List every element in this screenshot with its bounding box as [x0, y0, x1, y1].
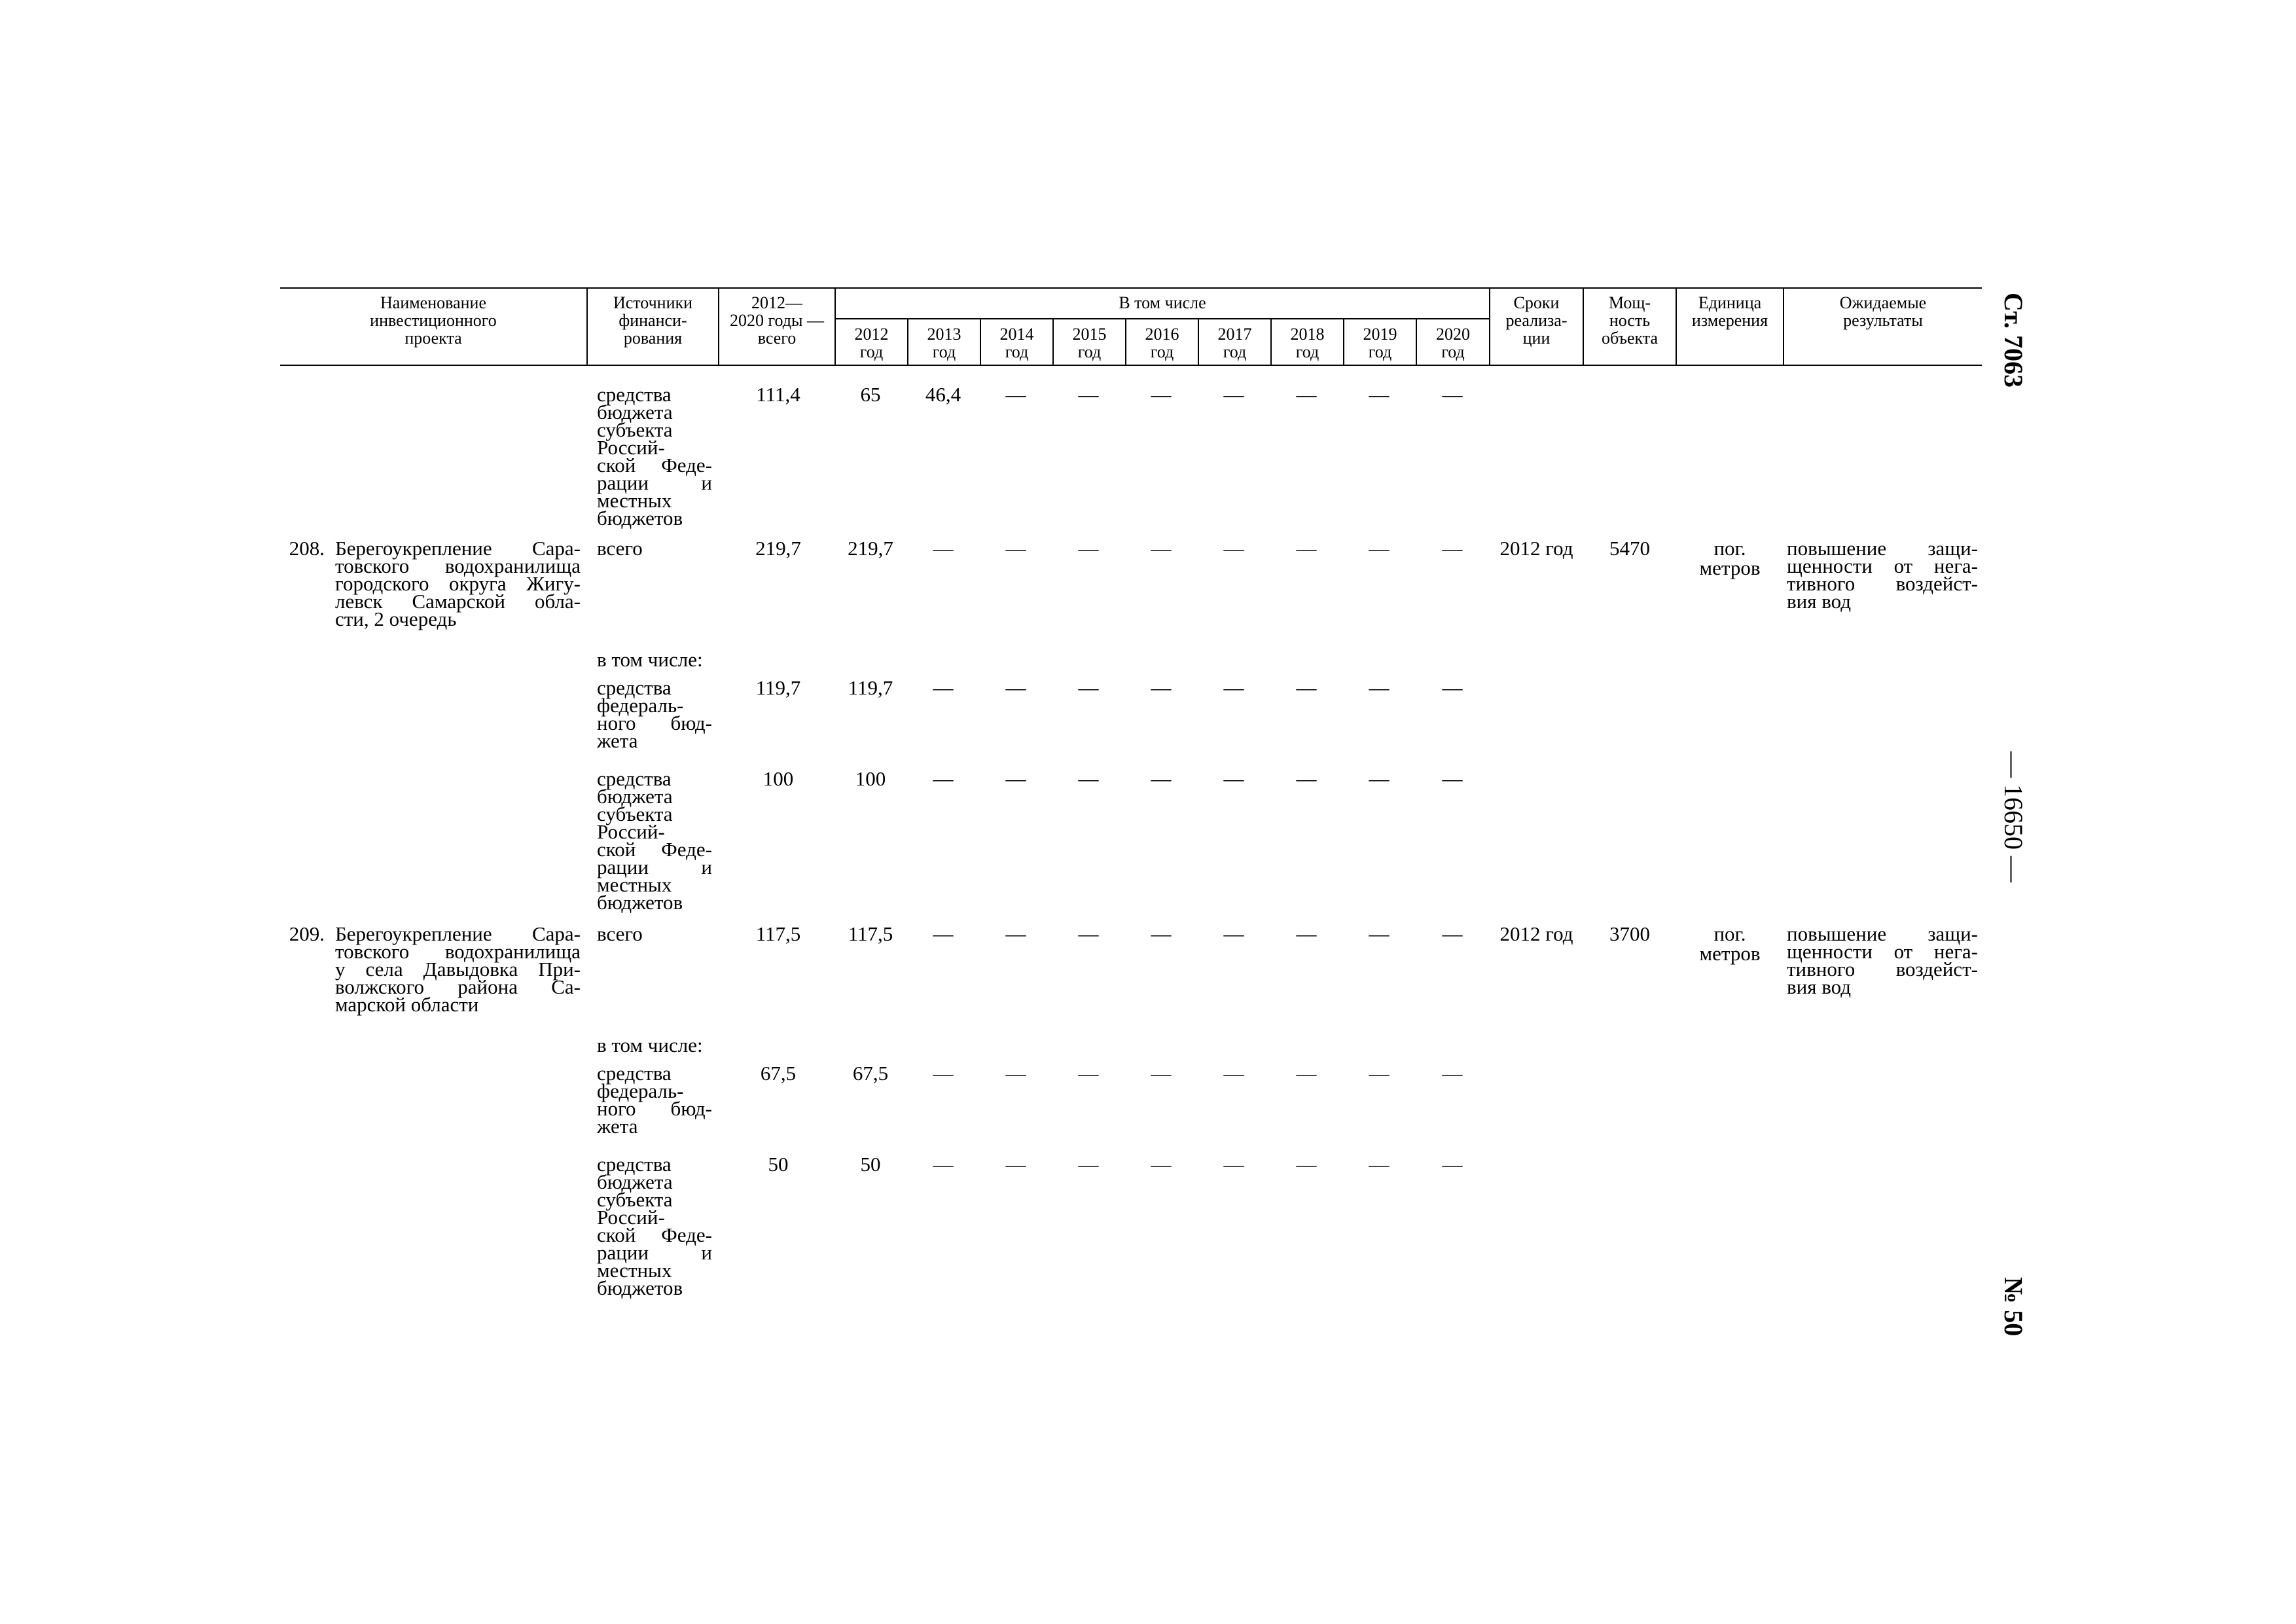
- header-bottom-rule: [280, 365, 1982, 366]
- total-value: 219,7: [755, 537, 801, 560]
- expected-results-line: повышение защи-: [1787, 922, 1978, 945]
- header-top-rule: [280, 287, 1982, 289]
- project-name-line: волжского района Са-: [335, 975, 581, 998]
- year-value: —: [1369, 383, 1390, 406]
- funding-source-line: бюджета: [597, 1170, 673, 1193]
- year-value: —: [1151, 767, 1172, 790]
- issue-number: № 50: [1999, 1277, 2028, 1337]
- expected-results-line: вия вод: [1787, 590, 1852, 613]
- year-value: —: [1369, 922, 1390, 945]
- total-value: 50: [768, 1153, 789, 1176]
- year-value: —: [1078, 537, 1099, 560]
- funding-source-line: субъекта: [597, 418, 673, 441]
- year-value: 65: [860, 383, 881, 406]
- total-value: 117,5: [755, 922, 801, 945]
- year-value: —: [1296, 1153, 1317, 1176]
- year-value: 46,4: [925, 383, 961, 406]
- year-value: —: [933, 767, 954, 790]
- header-year: 2014 год: [999, 325, 1034, 361]
- funding-source-line: средства: [597, 383, 672, 406]
- expected-results: [1787, 537, 1978, 613]
- project-name-line: левск Самарской обла-: [335, 590, 581, 613]
- year-value: 119,7: [848, 676, 893, 699]
- year-value: —: [1005, 676, 1026, 699]
- header-project-name: Наименование инвестиционного проекта: [370, 293, 497, 348]
- funding-source-line: средства: [597, 767, 672, 790]
- funding-source-line: жета: [597, 1115, 638, 1138]
- funding-source: [597, 1155, 712, 1297]
- year-value: 219,7: [848, 537, 893, 560]
- funding-source-line: рации и: [597, 471, 712, 494]
- header-year: 2018 год: [1290, 325, 1325, 361]
- expected-results: [1787, 922, 1978, 998]
- header-term: Сроки реализа- ции: [1505, 293, 1568, 348]
- year-value: —: [1223, 922, 1244, 945]
- project-name-line: Берегоукрепление Сара-: [335, 922, 581, 945]
- funding-source-line: жета: [597, 729, 638, 752]
- year-value: —: [1442, 1062, 1463, 1085]
- year-value: —: [933, 537, 954, 560]
- funding-source-line: федераль-: [597, 1079, 684, 1102]
- year-value: —: [1005, 537, 1026, 560]
- funding-source-line: субъекта: [597, 803, 673, 825]
- year-value: —: [1005, 922, 1026, 945]
- header-unit: Единица измерения: [1691, 293, 1768, 330]
- year-value: —: [1369, 767, 1390, 790]
- project-name-line: товского водохранилища: [335, 554, 581, 577]
- year-value: —: [1151, 383, 1172, 406]
- year-value: —: [1296, 767, 1317, 790]
- year-value: —: [1151, 537, 1172, 560]
- funding-source-line: средства: [597, 1062, 672, 1085]
- project-name-line: марской области: [335, 993, 479, 1016]
- header-funding-sources: Источники финанси- рования: [613, 293, 693, 348]
- total-value: 111,4: [756, 383, 800, 406]
- header-year: 2019 год: [1363, 325, 1397, 361]
- header-including: В том числе: [1119, 293, 1206, 312]
- header-year: 2017 год: [1217, 325, 1252, 361]
- year-value: —: [1296, 1062, 1317, 1085]
- funding-source-line: средства: [597, 676, 672, 699]
- funding-source-line: бюджетов: [597, 891, 683, 914]
- funding-source: всего: [597, 922, 643, 945]
- year-value: —: [1223, 383, 1244, 406]
- expected-results-line: тивного воздейст-: [1787, 958, 1978, 981]
- year-value: —: [1005, 1062, 1026, 1085]
- year-value: —: [1223, 676, 1244, 699]
- measurement-unit: пог.: [1713, 537, 1746, 560]
- row-number: 208.: [289, 537, 325, 560]
- year-value: —: [1078, 922, 1099, 945]
- year-value: —: [1442, 383, 1463, 406]
- funding-source-line: местных: [597, 873, 672, 896]
- year-value: 100: [855, 767, 886, 790]
- expected-results-line: вия вод: [1787, 975, 1852, 998]
- funding-source: всего: [597, 537, 643, 560]
- total-value: 67,5: [760, 1062, 797, 1085]
- measurement-unit: пог.: [1713, 922, 1746, 945]
- year-value: —: [1078, 767, 1099, 790]
- year-value: —: [1369, 1153, 1390, 1176]
- total-value: 100: [762, 767, 794, 790]
- funding-source-line: ской Феде-: [597, 1223, 712, 1246]
- implementation-term: 2012 год: [1499, 922, 1573, 945]
- funding-source-line: рации и: [597, 1241, 712, 1264]
- project-name: [335, 539, 581, 628]
- funding-source-line: бюджета: [597, 401, 673, 424]
- row-number: 209.: [289, 922, 325, 945]
- funding-source-line: бюджета: [597, 785, 673, 808]
- header-year: 2020 год: [1436, 325, 1470, 361]
- year-value: —: [1005, 383, 1026, 406]
- funding-source: [597, 767, 712, 914]
- funding-source-line: ской Феде-: [597, 838, 712, 861]
- year-value: —: [1442, 1153, 1463, 1176]
- year-value: —: [1078, 1153, 1099, 1176]
- funding-source-line: ного бюд-: [597, 712, 712, 734]
- expected-results-line: тивного воздейст-: [1787, 572, 1978, 595]
- object-capacity: 3700: [1609, 922, 1650, 945]
- funding-source-line: рации и: [597, 856, 712, 878]
- year-value: —: [1223, 1153, 1244, 1176]
- year-value: —: [1442, 767, 1463, 790]
- funding-source-line: федераль-: [597, 694, 684, 717]
- year-value: —: [1078, 383, 1099, 406]
- year-value: —: [1223, 1062, 1244, 1085]
- funding-source: в том числе:: [597, 648, 703, 671]
- header-capacity: Мощ- ность объекта: [1601, 293, 1659, 348]
- header-year: 2015 год: [1072, 325, 1107, 361]
- header-total: 2012— 2020 годы — всего: [730, 293, 824, 348]
- funding-source-line: средства: [597, 1153, 672, 1176]
- page-number: — 16650 —: [1999, 751, 2028, 882]
- year-value: —: [1223, 537, 1244, 560]
- year-value: —: [1296, 537, 1317, 560]
- header-year: 2013 год: [927, 325, 961, 361]
- project-name-line: Берегоукрепление Сара-: [335, 537, 581, 560]
- year-value: 50: [860, 1153, 881, 1176]
- year-value: 67,5: [852, 1062, 889, 1085]
- year-value: —: [933, 1153, 954, 1176]
- year-value: —: [1442, 537, 1463, 560]
- measurement-unit: метров: [1699, 942, 1761, 965]
- funding-source-line: местных: [597, 1259, 672, 1282]
- year-value: —: [1223, 767, 1244, 790]
- funding-source-line: ской Феде-: [597, 454, 712, 477]
- year-value: —: [1078, 1062, 1099, 1085]
- year-value: —: [1442, 676, 1463, 699]
- header-year-rule: [834, 318, 1490, 319]
- year-value: —: [1369, 1062, 1390, 1085]
- header-year: 2012 год: [854, 325, 889, 361]
- header-year: 2016 год: [1145, 325, 1179, 361]
- header-results: Ожидаемые результаты: [1839, 293, 1927, 330]
- funding-source-line: Россий-: [597, 820, 665, 843]
- year-value: —: [1369, 537, 1390, 560]
- year-value: —: [1296, 383, 1317, 406]
- funding-source: в том числе:: [597, 1034, 703, 1056]
- expected-results-line: щенности от нега-: [1787, 940, 1978, 963]
- project-name-line: городского округа Жигу-: [335, 572, 581, 595]
- expected-results-line: повышение защи-: [1787, 537, 1978, 560]
- total-value: 119,7: [755, 676, 801, 699]
- expected-results-line: щенности от нега-: [1787, 554, 1978, 577]
- project-name-line: товского водохранилища: [335, 940, 581, 963]
- year-value: —: [1151, 676, 1172, 699]
- year-value: —: [1369, 676, 1390, 699]
- funding-source-line: ного бюд-: [597, 1097, 712, 1120]
- project-name-line: сти, 2 очередь: [335, 607, 457, 630]
- funding-source: [597, 676, 712, 752]
- implementation-term: 2012 год: [1499, 537, 1573, 560]
- year-value: —: [933, 676, 954, 699]
- measurement-unit: метров: [1699, 556, 1761, 579]
- year-value: —: [1151, 1153, 1172, 1176]
- year-value: —: [1296, 676, 1317, 699]
- funding-source: [597, 383, 712, 530]
- funding-source-line: бюджетов: [597, 507, 683, 530]
- year-value: —: [1296, 922, 1317, 945]
- year-value: —: [1151, 1062, 1172, 1085]
- funding-source-line: субъекта: [597, 1188, 673, 1211]
- year-value: —: [933, 922, 954, 945]
- funding-source-line: Россий-: [597, 436, 665, 459]
- funding-source-line: Россий-: [597, 1206, 665, 1229]
- project-name: [335, 922, 581, 1016]
- object-capacity: 5470: [1609, 537, 1650, 560]
- year-value: 117,5: [848, 922, 893, 945]
- project-name-line: у села Давыдовка При-: [335, 958, 581, 981]
- funding-source: [597, 1062, 712, 1138]
- article-number: Ст. 7063: [1999, 293, 2028, 388]
- funding-source-line: бюджетов: [597, 1276, 683, 1299]
- year-value: —: [1078, 676, 1099, 699]
- year-value: —: [933, 1062, 954, 1085]
- year-value: —: [1442, 922, 1463, 945]
- year-value: —: [1005, 767, 1026, 790]
- year-value: —: [1005, 1153, 1026, 1176]
- funding-source-line: местных: [597, 489, 672, 512]
- year-value: —: [1151, 922, 1172, 945]
